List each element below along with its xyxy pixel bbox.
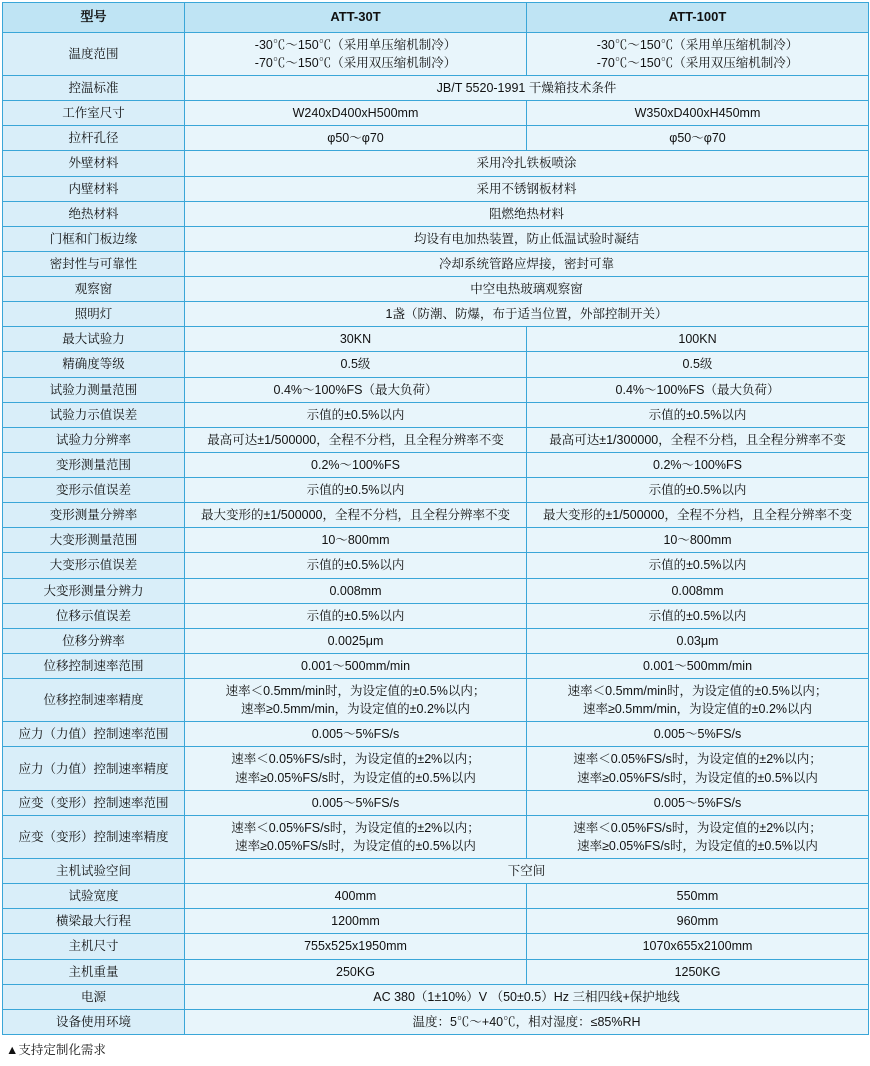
table-row: [3, 934, 869, 959]
table-header-row: [3, 3, 869, 33]
row-value-att30t: 速率＜0.05%FS/s时，为设定值的±2%以内； 速率≥0.05%FS/s时，为设定值的±0.5%以内: [185, 815, 527, 858]
row-value-att100t: 0.008mm: [527, 578, 869, 603]
row-label: 工作室尺寸: [3, 101, 185, 126]
row-value-att100t: 0.5级: [527, 352, 869, 377]
row-value-att30t: 400mm: [185, 884, 527, 909]
row-label: 横梁最大行程: [3, 909, 185, 934]
row-value-att30t: 0.2%～100%FS: [185, 452, 527, 477]
row-label: 试验力分辨率: [3, 427, 185, 452]
specification-table: [2, 2, 869, 1035]
row-value-att30t: 755x525x1950mm: [185, 934, 527, 959]
row-value-att30t: 示值的±0.5%以内: [185, 553, 527, 578]
row-value-att100t: 速率＜0.5mm/min时，为设定值的±0.5%以内； 速率≥0.5mm/min，为设定值的±0.2%以内: [527, 679, 869, 722]
row-value-shared: 温度：5℃～+40℃，相对湿度：≤85%RH: [185, 1009, 869, 1034]
row-label: 应变（变形）控制速率范围: [3, 790, 185, 815]
row-value-att100t: 960mm: [527, 909, 869, 934]
row-label: 控温标准: [3, 76, 185, 101]
row-value-att30t: 1200mm: [185, 909, 527, 934]
table-row: [3, 790, 869, 815]
header-model-b: ATT-100T: [527, 3, 869, 33]
table-row: [3, 653, 869, 678]
table-row: [3, 101, 869, 126]
table-row: [3, 452, 869, 477]
table-row: [3, 377, 869, 402]
row-value-att30t: 示值的±0.5%以内: [185, 478, 527, 503]
table-row: [3, 628, 869, 653]
row-value-att30t: 0.005～5%FS/s: [185, 722, 527, 747]
header-model-label: 型号: [3, 3, 185, 33]
row-value-att100t: 10～800mm: [527, 528, 869, 553]
row-label: 大变形测量分辨力: [3, 578, 185, 603]
table-row: [3, 76, 869, 101]
row-value-shared: 采用不锈钢板材料: [185, 176, 869, 201]
table-row: [3, 251, 869, 276]
table-row: [3, 984, 869, 1009]
header-model-a: ATT-30T: [185, 3, 527, 33]
table-row: [3, 503, 869, 528]
row-value-shared: AC 380（1±10%）V （50±0.5）Hz 三相四线+保护地线: [185, 984, 869, 1009]
table-row: [3, 528, 869, 553]
row-value-att30t: 速率＜0.05%FS/s时，为设定值的±2%以内； 速率≥0.05%FS/s时，为设定值的±0.5%以内: [185, 747, 527, 790]
row-value-att30t: 0.5级: [185, 352, 527, 377]
row-value-shared: 冷却系统管路应焊接，密封可靠: [185, 251, 869, 276]
footnote: ▲支持定制化需求: [6, 1042, 106, 1057]
row-label: 精确度等级: [3, 352, 185, 377]
row-label: 最大试验力: [3, 327, 185, 352]
row-label: 主机尺寸: [3, 934, 185, 959]
row-label: 试验力测量范围: [3, 377, 185, 402]
row-value-att100t: 最大变形的±1/500000，全程不分档，且全程分辨率不变: [527, 503, 869, 528]
row-value-att100t: 速率＜0.05%FS/s时，为设定值的±2%以内； 速率≥0.05%FS/s时，为设定值的±0.5%以内: [527, 747, 869, 790]
row-value-att100t: 示值的±0.5%以内: [527, 553, 869, 578]
row-value-shared: 均设有电加热装置，防止低温试验时凝结: [185, 226, 869, 251]
table-row: [3, 959, 869, 984]
table-row: [3, 302, 869, 327]
row-value-att30t: 0.0025μm: [185, 628, 527, 653]
table-row: [3, 722, 869, 747]
row-value-att100t: 0.005～5%FS/s: [527, 790, 869, 815]
row-value-att30t: 0.008mm: [185, 578, 527, 603]
table-row: [3, 909, 869, 934]
table-row: [3, 32, 869, 75]
row-label: 试验宽度: [3, 884, 185, 909]
table-row: [3, 603, 869, 628]
table-row: [3, 884, 869, 909]
table-row: [3, 553, 869, 578]
row-label: 主机试验空间: [3, 859, 185, 884]
row-value-att30t: W240xD400xH500mm: [185, 101, 527, 126]
table-row: [3, 427, 869, 452]
table-row: [3, 747, 869, 790]
row-label: 照明灯: [3, 302, 185, 327]
row-value-att30t: 0.005～5%FS/s: [185, 790, 527, 815]
row-label: 大变形测量范围: [3, 528, 185, 553]
row-label: 变形示值误差: [3, 478, 185, 503]
row-value-att100t: 示值的±0.5%以内: [527, 478, 869, 503]
row-label: 密封性与可靠性: [3, 251, 185, 276]
row-value-att30t: 最大变形的±1/500000，全程不分档，且全程分辨率不变: [185, 503, 527, 528]
row-label: 观察窗: [3, 277, 185, 302]
row-label: 主机重量: [3, 959, 185, 984]
table-row: [3, 352, 869, 377]
row-label: 变形测量分辨率: [3, 503, 185, 528]
table-row: [3, 815, 869, 858]
row-label: 位移控制速率范围: [3, 653, 185, 678]
row-label: 温度范围: [3, 32, 185, 75]
row-value-att100t: 1070x655x2100mm: [527, 934, 869, 959]
row-value-att100t: 最高可达±1/300000，全程不分档，且全程分辨率不变: [527, 427, 869, 452]
table-row: [3, 402, 869, 427]
row-value-att100t: -30℃～150℃（采用单压缩机制冷） -70℃～150℃（采用双压缩机制冷）: [527, 32, 869, 75]
table-row: [3, 578, 869, 603]
row-value-att30t: 最高可达±1/500000，全程不分档，且全程分辨率不变: [185, 427, 527, 452]
row-label: 大变形示值误差: [3, 553, 185, 578]
row-label: 试验力示值误差: [3, 402, 185, 427]
row-value-shared: 阻燃绝热材料: [185, 201, 869, 226]
row-value-att30t: 10～800mm: [185, 528, 527, 553]
row-label: 位移分辨率: [3, 628, 185, 653]
row-label: 应力（力值）控制速率精度: [3, 747, 185, 790]
row-label: 变形测量范围: [3, 452, 185, 477]
row-value-shared: 中空电热玻璃观察窗: [185, 277, 869, 302]
row-label: 位移控制速率精度: [3, 679, 185, 722]
table-row: [3, 201, 869, 226]
row-value-shared: 下空间: [185, 859, 869, 884]
row-value-att100t: 0.2%～100%FS: [527, 452, 869, 477]
row-value-att100t: 0.4%～100%FS（最大负荷）: [527, 377, 869, 402]
row-value-att30t: 30KN: [185, 327, 527, 352]
row-label: 应力（力值）控制速率范围: [3, 722, 185, 747]
table-row: [3, 176, 869, 201]
table-row: [3, 126, 869, 151]
row-value-shared: 1盏（防潮、防爆，布于适当位置，外部控制开关）: [185, 302, 869, 327]
row-value-shared: 采用冷扎铁板喷涂: [185, 151, 869, 176]
row-value-att30t: 0.001～500mm/min: [185, 653, 527, 678]
row-label: 外壁材料: [3, 151, 185, 176]
table-row: [3, 277, 869, 302]
row-value-att30t: 速率＜0.5mm/min时，为设定值的±0.5%以内； 速率≥0.5mm/min，为设定值的±0.2%以内: [185, 679, 527, 722]
row-value-att30t: 250KG: [185, 959, 527, 984]
row-value-att30t: 示值的±0.5%以内: [185, 402, 527, 427]
row-value-att100t: W350xD400xH450mm: [527, 101, 869, 126]
row-value-att100t: 1250KG: [527, 959, 869, 984]
row-value-att100t: 0.03μm: [527, 628, 869, 653]
row-label: 门框和门板边缘: [3, 226, 185, 251]
row-value-att100t: 速率＜0.05%FS/s时，为设定值的±2%以内； 速率≥0.05%FS/s时，为设定值的±0.5%以内: [527, 815, 869, 858]
row-label: 位移示值误差: [3, 603, 185, 628]
table-row: [3, 1009, 869, 1034]
row-value-att100t: φ50～φ70: [527, 126, 869, 151]
row-value-att100t: 示值的±0.5%以内: [527, 402, 869, 427]
row-value-att30t: -30℃～150℃（采用单压缩机制冷） -70℃～150℃（采用双压缩机制冷）: [185, 32, 527, 75]
row-value-att100t: 100KN: [527, 327, 869, 352]
row-value-att100t: 0.001～500mm/min: [527, 653, 869, 678]
row-label: 应变（变形）控制速率精度: [3, 815, 185, 858]
spec-table-body: [3, 3, 869, 1035]
row-value-shared: JB/T 5520-1991 干燥箱技术条件: [185, 76, 869, 101]
row-value-att30t: φ50～φ70: [185, 126, 527, 151]
table-row: [3, 226, 869, 251]
table-row: [3, 151, 869, 176]
table-row: [3, 478, 869, 503]
row-label: 设备使用环境: [3, 1009, 185, 1034]
row-value-att30t: 示值的±0.5%以内: [185, 603, 527, 628]
row-label: 内壁材料: [3, 176, 185, 201]
row-label: 拉杆孔径: [3, 126, 185, 151]
table-row: [3, 327, 869, 352]
row-value-att100t: 550mm: [527, 884, 869, 909]
row-label: 电源: [3, 984, 185, 1009]
row-label: 绝热材料: [3, 201, 185, 226]
table-row: [3, 859, 869, 884]
row-value-att100t: 0.005～5%FS/s: [527, 722, 869, 747]
row-value-att30t: 0.4%～100%FS（最大负荷）: [185, 377, 527, 402]
table-row: [3, 679, 869, 722]
row-value-att100t: 示值的±0.5%以内: [527, 603, 869, 628]
